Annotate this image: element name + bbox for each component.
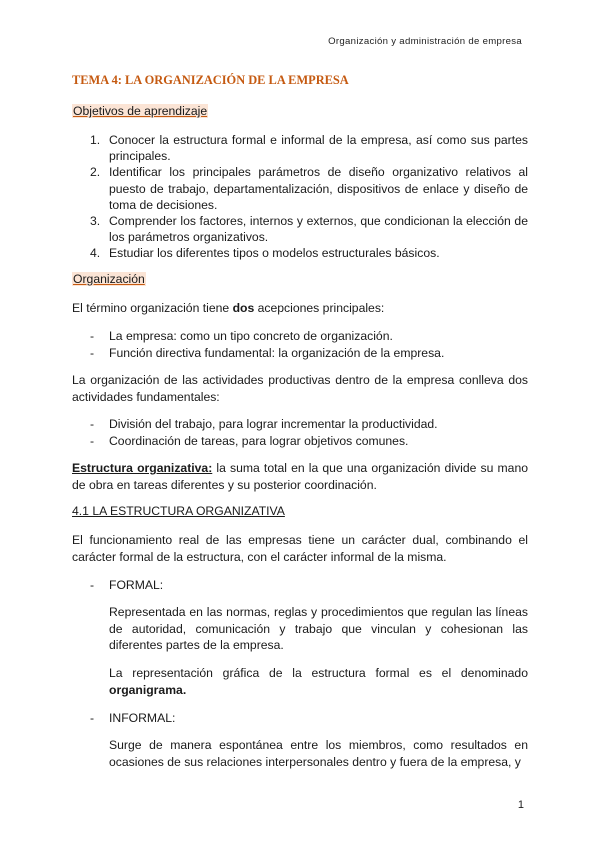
definition-term: Estructura organizativa: bbox=[72, 461, 213, 475]
organizacion-intro: El término organización tiene dos acepciones principales: bbox=[72, 301, 385, 315]
running-header: Organización y administración de empresa bbox=[328, 36, 522, 47]
section-4-1-intro: El funcionamiento real de las empresas tiene un carácter dual, combinando el carácter formal de la estructura, con el carácter informal de la misma. bbox=[72, 533, 528, 564]
informal-item: - INFORMAL: bbox=[90, 711, 176, 725]
list-item: 2. Identificar los principales parámetros de diseño organizativo relativos al puesto de trabajo, departamentalización, dispositivos de enlace y diseño de toma de decisiones. bbox=[90, 165, 528, 212]
objectives-heading: Objetivos de aprendizaje bbox=[73, 104, 208, 118]
meanings-list bbox=[90, 328, 528, 361]
formal-description: Representada en las normas, reglas y procedimientos que regulan las líneas de autoridad, comunicación y trabajo que vinculan y cohesionan las diferentes partes de la empresa. bbox=[109, 605, 528, 653]
objectives-list bbox=[90, 132, 528, 262]
list-item: - Función directiva fundamental: la organización de la empresa. bbox=[90, 345, 445, 360]
activities-list bbox=[90, 416, 528, 449]
page-number: 1 bbox=[517, 799, 524, 811]
list-item: - División del trabajo, para lograr incrementar la productividad. bbox=[90, 417, 438, 431]
activities-paragraph: La organización de las actividades productivas dentro de la empresa conlleva dos actividades fundamentales: bbox=[72, 373, 528, 404]
informal-label: INFORMAL: bbox=[109, 711, 176, 725]
formal-representation: La representación gráfica de la estructura formal es el denominado organigrama. bbox=[109, 666, 528, 697]
section-4-1-heading: 4.1 LA ESTRUCTURA ORGANIZATIVA bbox=[72, 504, 285, 518]
formal-item: - FORMAL: bbox=[90, 578, 164, 592]
organizacion-heading: Organización bbox=[73, 272, 145, 286]
definition-paragraph: Estructura organizativa: la suma total en la que una organización divide su mano de obra en tareas diferentes y su posterior coordinación. bbox=[72, 461, 529, 492]
list-item: - Coordinación de tareas, para lograr objetivos comunes. bbox=[90, 433, 409, 448]
chapter-title: TEMA 4: LA ORGANIZACIÓN DE LA EMPRESA bbox=[72, 73, 349, 87]
list-item: 4. Estudiar los diferentes tipos o modelos estructurales básicos. bbox=[90, 246, 440, 261]
list-item: 1. Conocer la estructura formal e informal de la empresa, así como sus partes principales. bbox=[90, 133, 528, 164]
formal-label: FORMAL: bbox=[109, 578, 164, 592]
list-item: 3. Comprender los factores, internos y externos, que condicionan la elección de los parámetros organizativos. bbox=[90, 214, 528, 245]
list-item: - La empresa: como un tipo concreto de organización. bbox=[90, 329, 393, 343]
organigrama-term: organigrama. bbox=[109, 682, 187, 697]
informal-description: Surge de manera espontánea entre los miembros, como resultados en ocasiones de sus relaciones interpersonales dentro y fuera de la empresa, y bbox=[109, 738, 528, 769]
